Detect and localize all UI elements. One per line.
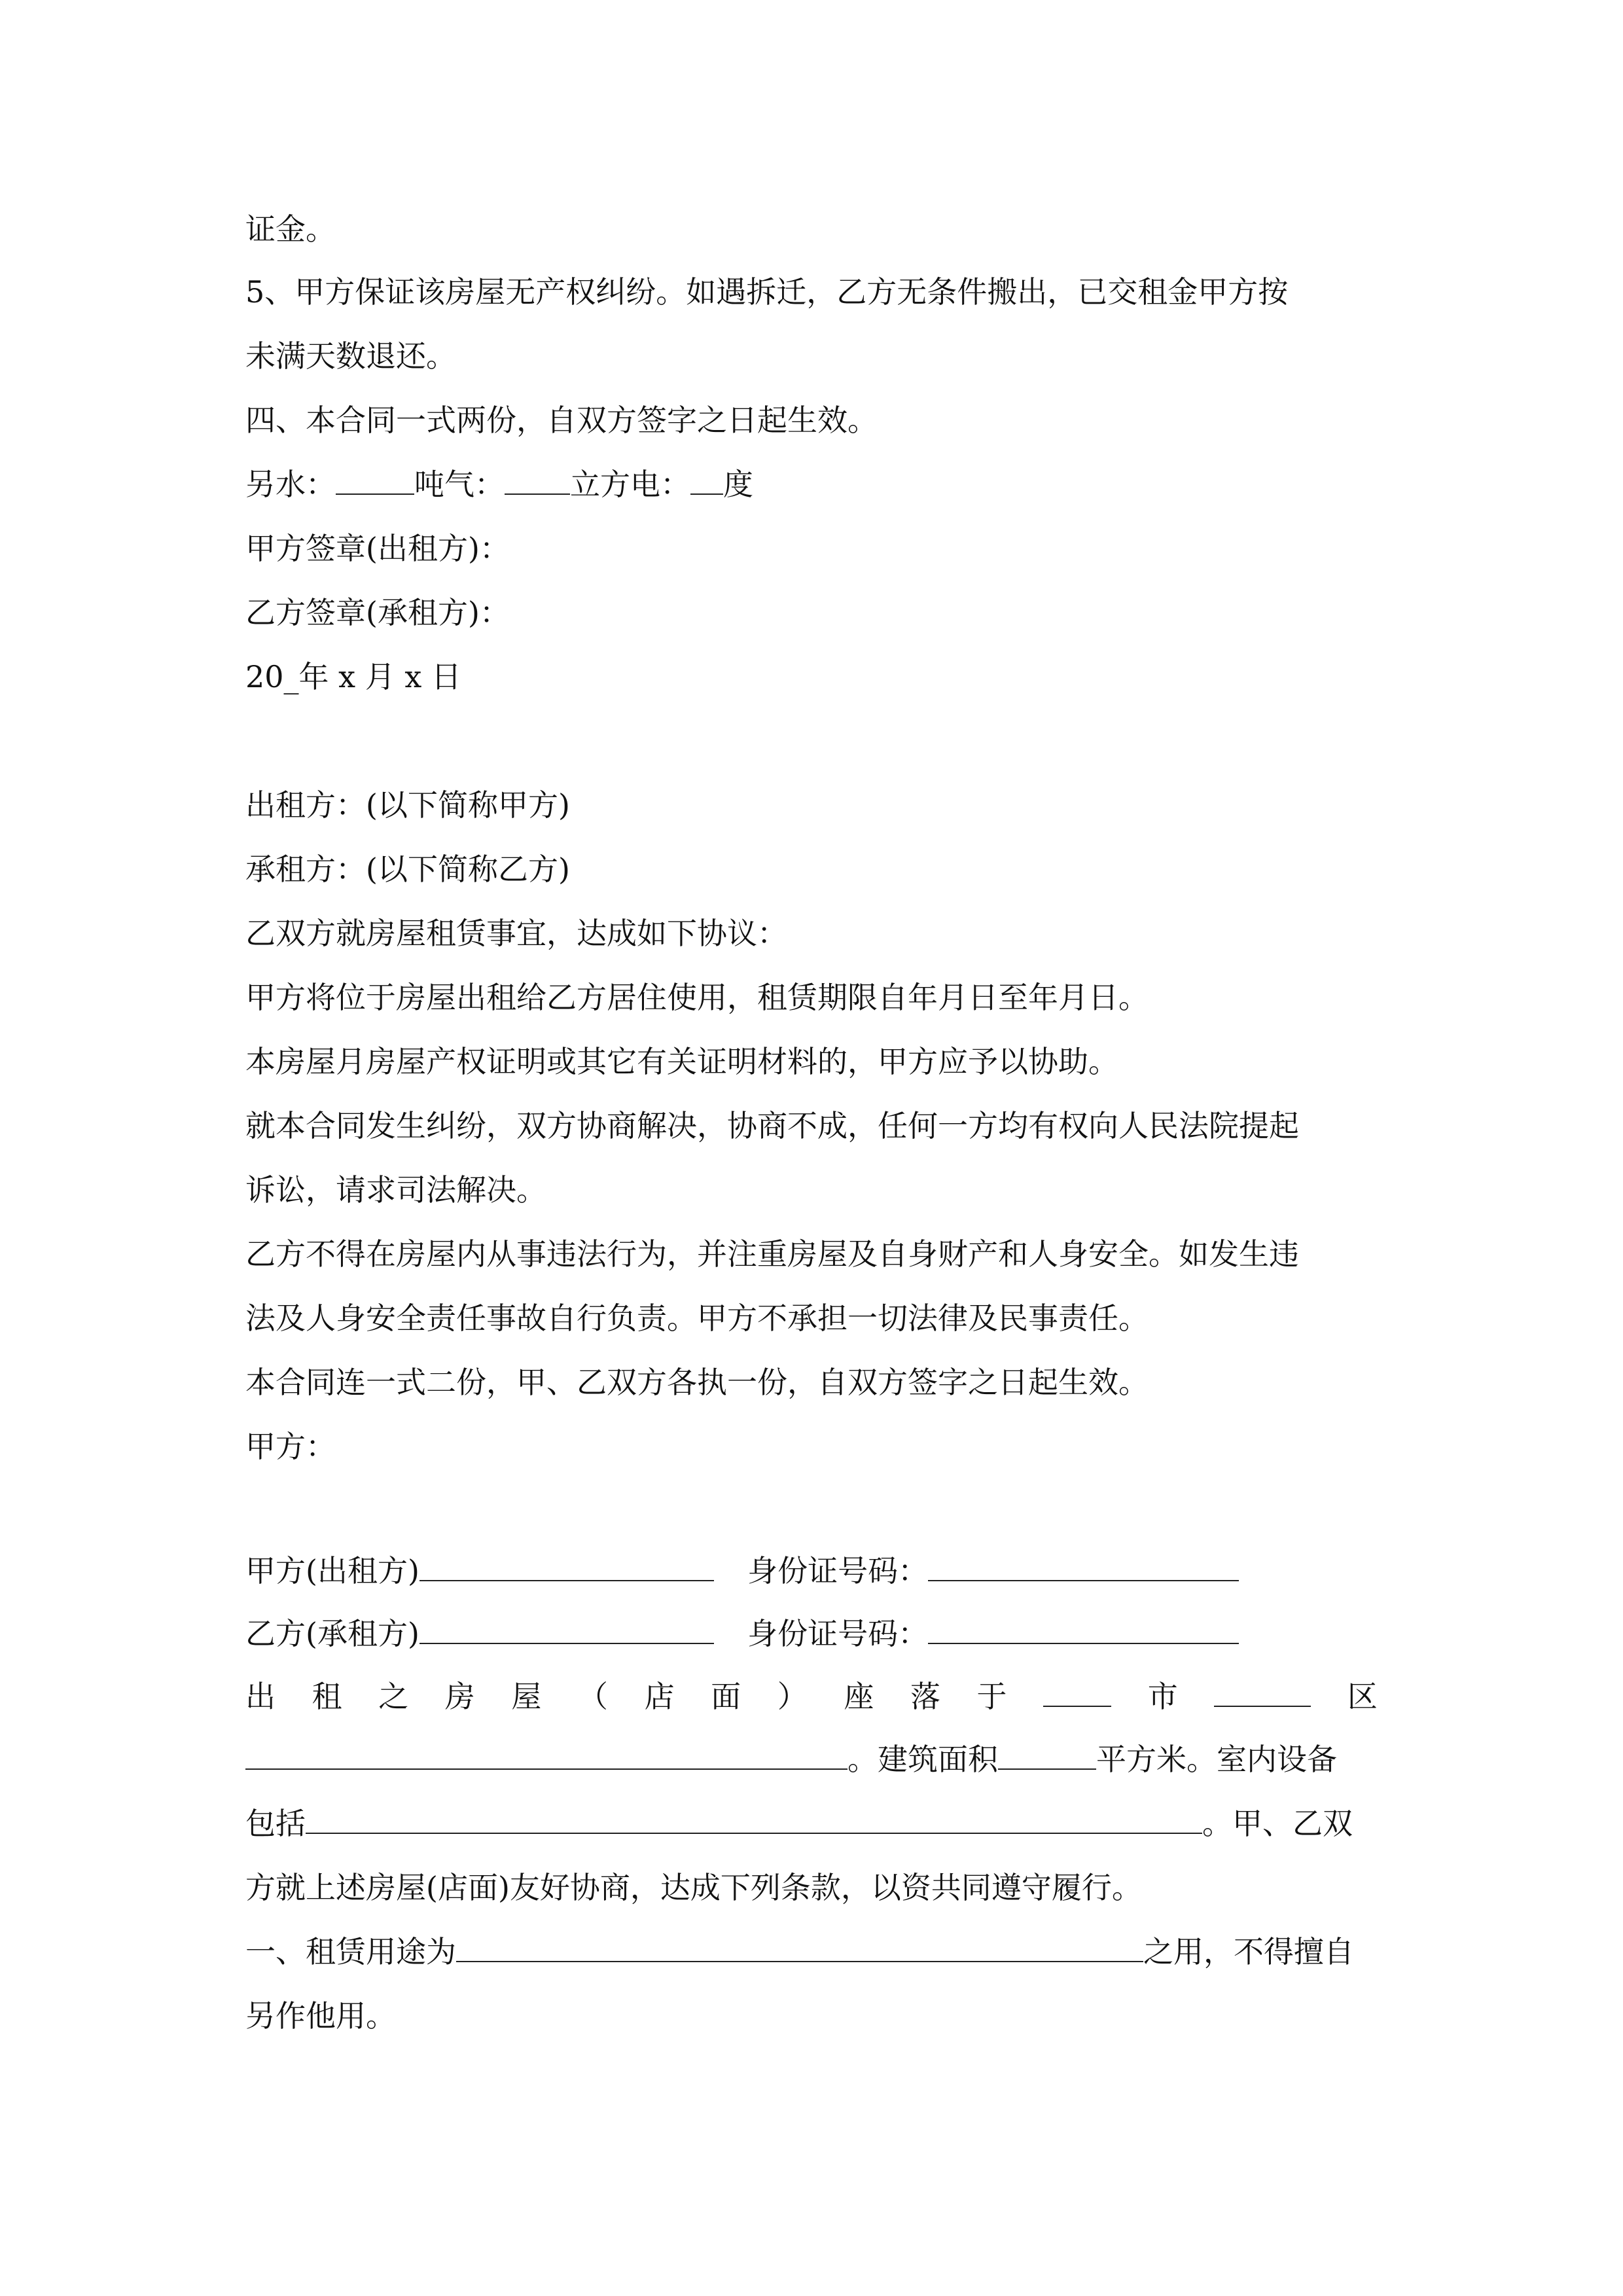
location-line [245, 1677, 1378, 1716]
text-line: 法及人身安全责任事故自行负责。甲方不承担一切法律及民事责任。 [245, 1300, 1149, 1336]
purpose-label: 一、租赁用途为 [245, 1934, 456, 1969]
text-line: 承租方：(以下简称乙方) [245, 852, 570, 887]
text-line: 四、本合同一式两份，自双方签字之日起生效。 [245, 403, 878, 438]
area-label: 。建筑面积 [847, 1742, 998, 1777]
area-unit: 平方米。室内设备 [1096, 1742, 1337, 1777]
location-char: 租 [312, 1679, 342, 1714]
water-blank [336, 465, 414, 495]
text-line: 乙双方就房屋租赁事宜，达成如下协议： [245, 916, 787, 951]
equipment-line [245, 1804, 1378, 1843]
date-line: 20_年 x 月 x 日 [245, 659, 461, 694]
area-blank [998, 1740, 1096, 1770]
tenant-label: 乙方(承租方) [245, 1616, 419, 1651]
text-line: 本合同连一式二份，甲、乙双方各执一份，自双方签字之日起生效。 [245, 1365, 1149, 1400]
include-tail: 。甲、乙双 [1202, 1806, 1353, 1841]
text-line: 本房屋月房屋产权证明或其它有关证明材料的，甲方应予以协助。 [245, 1044, 1118, 1079]
text-line: 5、甲方保证该房屋无产权纠纷。如遇拆迁，乙方无条件搬出，已交租金甲方按 [245, 274, 1289, 310]
utilities-line [245, 465, 1378, 504]
location-char: 面 [711, 1679, 741, 1714]
area-line [245, 1740, 1378, 1779]
location-char: 房 [444, 1679, 475, 1714]
landlord-signature-line [245, 1551, 1378, 1590]
text-line: 诉讼，请求司法解决。 [245, 1172, 546, 1208]
location-char: 于 [976, 1679, 1007, 1714]
location-char: 出 [245, 1679, 276, 1714]
gas-blank [505, 465, 570, 495]
id-label: 身份证号码： [747, 1616, 929, 1651]
equipment-blank [306, 1804, 1202, 1834]
landlord-name-blank [419, 1551, 714, 1581]
location-char: 店 [644, 1679, 675, 1714]
landlord-label: 甲方(出租方) [245, 1553, 419, 1588]
location-char: 屋 [511, 1679, 542, 1714]
purpose-blank [456, 1932, 1143, 1962]
text-line: 证金。 [245, 211, 336, 247]
purpose-tail: 之用，不得擅自 [1143, 1934, 1354, 1969]
text-line: 乙方签章(承租方)： [245, 595, 510, 630]
location-char: 座 [844, 1679, 874, 1714]
gas-unit: 立方电： [570, 467, 690, 502]
text-line: 就本合同发生纠纷，双方协商解决，协商不成，任何一方均有权向人民法院提起 [245, 1108, 1299, 1143]
water-unit: 吨气： [414, 467, 505, 502]
landlord-id-blank [928, 1551, 1239, 1581]
tenant-name-blank [419, 1614, 714, 1644]
city-blank [1043, 1677, 1111, 1707]
location-char: ） [777, 1679, 808, 1714]
location-char: 落 [910, 1679, 940, 1714]
district-label: 区 [1347, 1679, 1378, 1714]
text-line: 甲方： [245, 1429, 336, 1464]
district-blank [1214, 1677, 1311, 1707]
text-line: 乙方不得在房屋内从事违法行为，并注重房屋及自身财产和人身安全。如发生违 [245, 1236, 1299, 1272]
water-label: 另水： [245, 467, 336, 502]
purpose-line [245, 1932, 1378, 1971]
text-line: 甲方将位于房屋出租给乙方居住使用，租赁期限自年月日至年月日。 [245, 980, 1149, 1015]
text-line: 出租方：(以下简称甲方) [245, 787, 570, 823]
tenant-signature-line [245, 1614, 1378, 1653]
text-line: 另作他用。 [245, 1998, 396, 2034]
text-line: 甲方签章(出租方)： [245, 531, 510, 566]
tenant-id-blank [928, 1614, 1239, 1644]
location-char: 之 [378, 1679, 409, 1714]
text-line: 未满天数退还。 [245, 338, 456, 374]
location-char: （ [577, 1679, 608, 1714]
electricity-blank [690, 465, 723, 495]
city-label: 市 [1147, 1679, 1178, 1714]
electricity-unit: 度 [723, 467, 753, 502]
address-blank [245, 1740, 847, 1770]
text-line: 方就上述房屋(店面)友好协商，达成下列条款，以资共同遵守履行。 [245, 1870, 1142, 1905]
include-label: 包括 [245, 1806, 306, 1841]
id-label: 身份证号码： [747, 1553, 929, 1588]
